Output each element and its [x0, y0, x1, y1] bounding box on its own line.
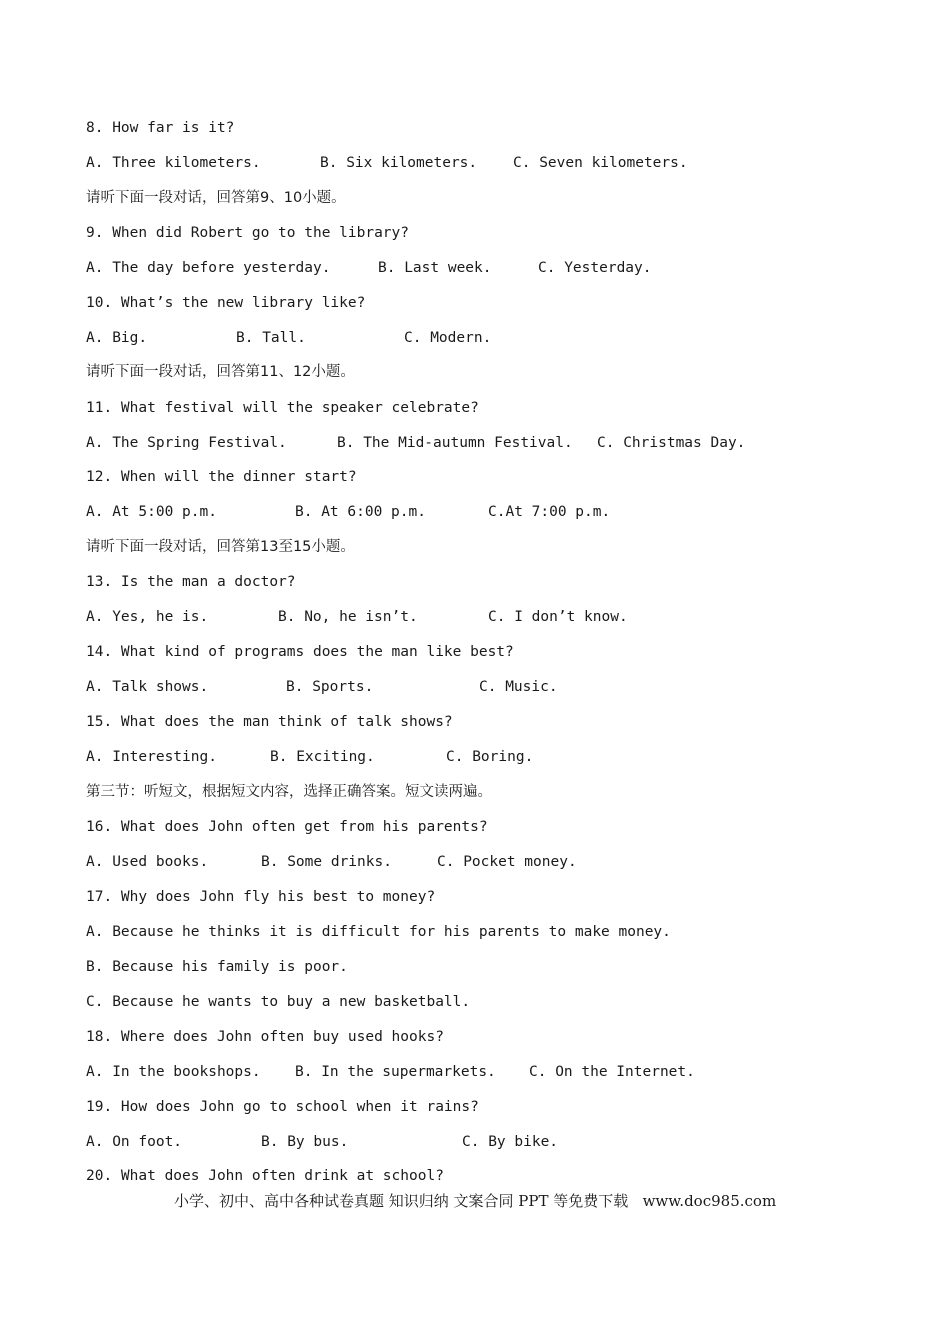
option-c: C.At 7:00 p.m. [488, 504, 611, 520]
question-19: 19. How does John go to school when it rains? [86, 1099, 479, 1115]
section-instruction: 请听下面一段对话，回答第9、10小题。 [86, 190, 346, 206]
question-17: 17. Why does John fly his best to money? [86, 889, 436, 905]
option-b: B. Exciting. [270, 749, 375, 765]
option-b: B. Last week. [378, 260, 492, 276]
section-heading: 第三节：听短文，根据短文内容，选择正确答案。短文读两遍。 [86, 784, 492, 800]
option-c: C. Seven kilometers. [513, 155, 688, 171]
option-c: C. Pocket money. [437, 854, 577, 870]
question-8-options [86, 153, 886, 173]
question-14: 14. What kind of programs does the man like best? [86, 644, 514, 660]
question-16-options [86, 852, 886, 872]
question-19-options [86, 1132, 886, 1152]
option-a: A. Because he thinks it is difficult for his parents to make money. [86, 924, 671, 940]
option-b: B. At 6:00 p.m. [295, 504, 426, 520]
option-a: A. Big. [86, 330, 148, 346]
section-instruction: 请听下面一段对话，回答第13至15小题。 [86, 539, 355, 555]
option-a: A. The Spring Festival. [86, 435, 287, 451]
option-b: B. Because his family is poor. [86, 959, 348, 975]
question-11: 11. What festival will the speaker celebrate? [86, 400, 479, 416]
option-b: B. Sports. [286, 679, 374, 695]
question-9: 9. When did Robert go to the library? [86, 225, 410, 241]
question-15-options [86, 747, 886, 767]
option-c: C. Yesterday. [538, 260, 652, 276]
option-a: A. Interesting. [86, 749, 217, 765]
question-14-options [86, 677, 886, 697]
option-c: C. Boring. [446, 749, 534, 765]
option-b: B. Tall. [236, 330, 306, 346]
question-10: 10. What’s the new library like? [86, 295, 366, 311]
option-b: B. The Mid-autumn Festival. [337, 435, 573, 451]
option-b: B. In the supermarkets. [295, 1064, 496, 1080]
question-12: 12. When will the dinner start? [86, 469, 357, 485]
option-c: C. On the Internet. [529, 1064, 695, 1080]
question-9-options [86, 258, 886, 278]
option-c: C. Music. [479, 679, 558, 695]
option-a: A. At 5:00 p.m. [86, 504, 217, 520]
option-a: A. Talk shows. [86, 679, 209, 695]
option-c: C. Christmas Day. [597, 435, 746, 451]
option-a: A. Used books. [86, 854, 209, 870]
option-c: C. Modern. [404, 330, 492, 346]
option-a: A. Yes, he is. [86, 609, 209, 625]
question-10-options [86, 328, 886, 348]
question-13: 13. Is the man a doctor? [86, 574, 296, 590]
section-instruction: 请听下面一段对话，回答第11、12小题。 [86, 364, 355, 380]
option-a: A. The day before yesterday. [86, 260, 331, 276]
option-b: B. No, he isn’t. [278, 609, 418, 625]
option-b: B. Six kilometers. [320, 155, 478, 171]
question-18: 18. Where does John often buy used hooks? [86, 1029, 444, 1045]
question-20: 20. What does John often drink at school? [86, 1168, 444, 1184]
option-c: C. Because he wants to buy a new basketball. [86, 994, 471, 1010]
option-c: C. I don’t know. [488, 609, 628, 625]
question-16: 16. What does John often get from his parents? [86, 819, 488, 835]
question-8: 8. How far is it? [86, 120, 235, 136]
question-12-options [86, 502, 886, 522]
option-a: A. On foot. [86, 1134, 183, 1150]
question-18-options [86, 1062, 886, 1082]
option-b: B. Some drinks. [261, 854, 392, 870]
question-11-options [86, 433, 886, 453]
option-c: C. By bike. [462, 1134, 559, 1150]
option-b: B. By bus. [261, 1134, 349, 1150]
option-a: A. In the bookshops. [86, 1064, 261, 1080]
page-footer: 小学、初中、高中各种试卷真题 知识归纳 文案合同 PPT 等免费下载 www.doc985.com [174, 1192, 777, 1210]
question-13-options [86, 607, 886, 627]
question-15: 15. What does the man think of talk shows? [86, 714, 453, 730]
option-a: A. Three kilometers. [86, 155, 261, 171]
